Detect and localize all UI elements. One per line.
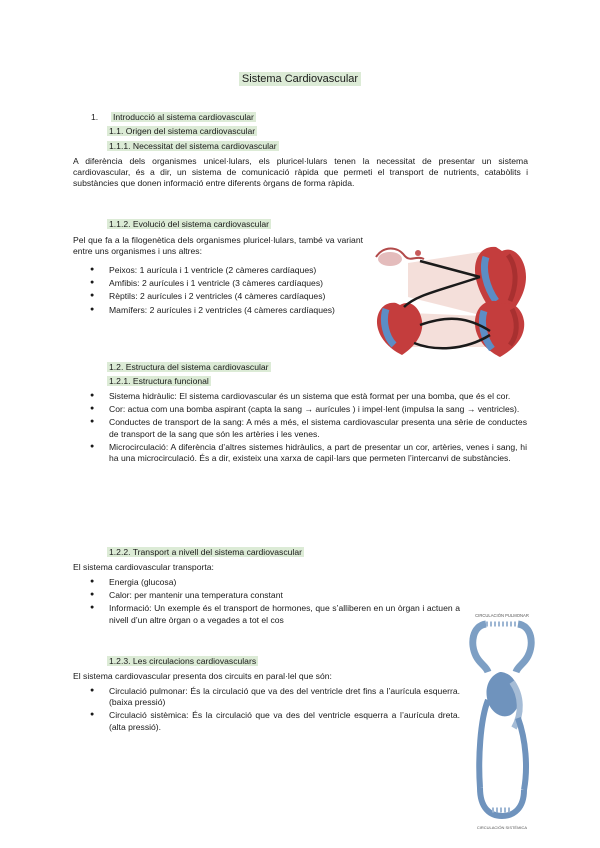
list-item: ● Energia (glucosa) [90,577,460,588]
section-1-1-heading: 1.1. Origen del sistema cardiovascular [109,126,256,136]
list-item: ● Conductes de transport de la sang: A més a més, el sistema cardiovascular presenta una sèrie de conductes de transport de la sang que són les artèries i les venes. [90,417,527,439]
heart-evolution-figure [368,235,528,357]
structure-list [90,391,527,466]
evolution-list [90,265,363,318]
section-1-1-2-heading: 1.1.2. Evolució del sistema cardiovascular [109,219,270,229]
mammal-heart [475,301,524,357]
list-item: ● Cor: actua com una bomba aspirant (capta la sang → aurícules ) i impel·lent (impulsa la sang → ventricles). [90,404,527,415]
list-item: ● Amfibis: 2 aurícules i 1 ventricle (3 càmeres cardíaques) [90,278,363,289]
paragraph-evolucio: Pel que fa a la filogenètica dels organismes pluricel·lulars, també va variant entre uns organismes i uns altres: [73,235,363,257]
list-item: ● Rèptils: 2 aurícules i 2 ventricles (4 càmeres cardíaques) [90,291,363,302]
circulation-list [90,686,460,735]
list-item: ● Circulació pulmonar: És la circulació que va des del ventricle dret fins a l’aurícula esquerra. (baixa pressió) [90,686,460,708]
pulmonary-label: CIRCULACIÓN PULMONAR [475,613,529,618]
list-item: ● Microcirculació: A diferència d’altres sistemes hidràulics, a part de presentar un cor, artèries, venes i sang, hi ha una microcirculació. És a dir, existeix una xarxa de capil·lars que permeten l’intercanvi de substàncies. [90,442,527,464]
section-1-2-2-heading: 1.2.2. Transport a nivell del sistema cardiovascular [109,547,302,557]
list-item: ● Circulació sistèmica: És la circulació que va des del ventricle esquerra a l’aurícula dreta. (alta pressió). [90,710,460,732]
systemic-label: CIRCULACIÓN SISTÉMICA [476,825,528,830]
section-1-2-3-heading: 1.2.3. Les circulacions cardiovasculars [109,656,257,666]
transport-list [90,577,460,628]
section-1-2-1-heading: 1.2.1. Estructura funcional [109,376,209,386]
paragraph-circulacions: El sistema cardiovascular presenta dos circuits en paral·lel que són: [73,671,332,681]
list-item: ● Peixos: 1 aurícula i 1 ventricle (2 càmeres cardíaques) [90,265,363,276]
page-title: Sistema Cardiovascular [0,72,600,86]
list-item: ● Mamífers: 2 aurícules i 2 ventricles (4 càmeres cardíaques) [90,305,363,316]
section-1-heading: 1. Introducció al sistema cardiovascular [91,112,254,122]
list-item: ● Sistema hidràulic: El sistema cardiovascular és un sistema que està format per una bomba, que és el cor. [90,391,527,402]
circulation-diagram [466,610,538,832]
section-1-2-heading: 1.2. Estructura del sistema cardiovascular [109,362,269,372]
paragraph-transport: El sistema cardiovascular transporta: [73,562,214,572]
list-item: ● Informació: Un exemple és el transport de hormones, que s’alliberen en un òrgan i actuen a nivell d’un altre òrgan o a vegades a tot el cos [90,603,460,625]
list-item: ● Calor: per mantenir una temperatura constant [90,590,460,601]
reptile-heart [377,303,422,355]
section-1-1-1-heading: 1.1.1. Necessitat del sistema cardiovascular [109,141,277,151]
paragraph-necessitat: A diferència dels organismes unicel·lulars, els pluricel·lulars tenen la necessitat de presentar un sistema cardiovascular, és a dir, un sistema de comunicació ràpida que permeti el transport de nutrients, catabòlits i substàncies que donen informació entre diferents òrgans de forma ràpida. [73,156,528,189]
